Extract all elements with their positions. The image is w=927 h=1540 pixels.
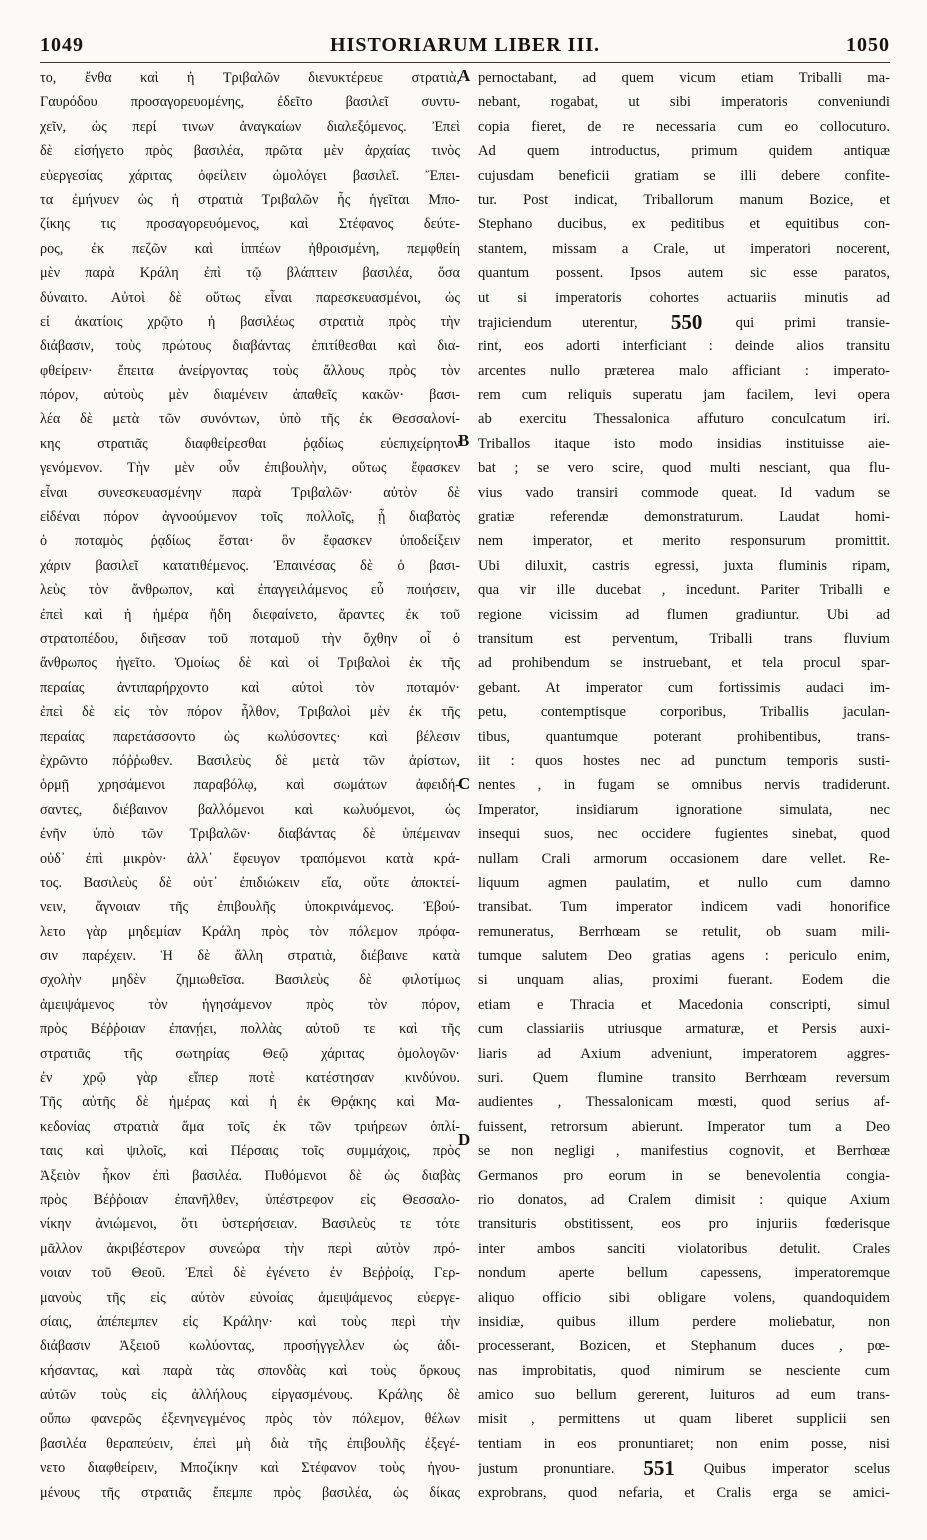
latin-text-line: rem cum reliquis superatu jam facilem, levi opera [478,387,890,404]
greek-text-line: εἰδέναι πόρον ἀγνοούμενον τοῖς πολλοῖς, ᾗ διαβατὸς [40,509,460,526]
greek-text-line: πόρον, αὐτοὺς μὲν διαμένειν ἀπαθεῖς κακῶν· βασι- [40,387,460,404]
latin-text-line: transibat. Tum imperator indicem vadi honorifice [478,899,890,916]
greek-text-line: περαίας ἀντιπαρήρχοντο καὶ αὐτοὶ τὸν ποταμόν· [40,679,460,696]
greek-text-line: ταις καὶ ψιλοῖς, καὶ Πέρσαις τοῖς συμμάχοις, πρὸς [40,1143,460,1160]
latin-text-line: processerant, Bozicen, et Stephanum duces , pœ- [478,1338,890,1355]
latin-text-line: tumque salutem Deo gratias agens : periculo enim, [478,948,890,965]
greek-text-line: πρὸς Βέῤῥοιαν ἐπανῄει, πολλὰς αὐτοῦ τε καὶ τῆς [40,1021,460,1038]
latin-text-line: liaris ad Axium adveniunt, imperatorem aggres- [478,1045,890,1062]
latin-text-line: rint, eos adorti interficiant : deinde alios transitu [478,338,890,355]
latin-text-line: copia fieret, de re necessaria cum eo collocuturo. [478,118,890,135]
latin-text-line: nullam Crali armorum occasionem dare vellet. Re- [478,850,890,867]
greek-text-line: μένους τῆς στρατιᾶς ἔπεμπε πρὸς βασιλέα, ὡς δίκας [40,1484,460,1501]
greek-text-line: πρὸς Βέῤῥοιαν ἐπανῆλθεν, ὑπέστρεφον εἰς Θεσσαλο- [40,1191,460,1208]
latin-text-line: ad prohibendum se instruebant, et tela procul spar- [478,655,890,672]
greek-text-line: τος. Βασιλεὺς δὲ οὐτ᾽ ἐπιδιώκειν εἴα, οὔτε ἀποκτεί- [40,874,460,891]
greek-text-line: γενόμενον. Τὴν μὲν οὖν ἐπιβουλὴν, οὕτως ἔφασκεν [40,460,460,477]
latin-text-line: gratiæ referendæ demonstraturum. Laudat homi- [478,509,890,526]
latin-text-line: nentes , in fugam se omnibus nervis tradiderunt. [478,777,890,794]
latin-text-line: audientes , Thessalonicam mœsti, quod serius af- [478,1094,890,1111]
running-header [40,28,890,63]
latin-text-line: se non negligi , manifestius cognovit, et Berrhœæ [478,1143,890,1160]
greek-text-line: νίκην ἀνιώμενοι, ὅτι ὑστερήσειαν. Βασιλεὺς τε τότε [40,1216,460,1233]
latin-text-line: petu, contemptisque corporibus, Triballis jaculan- [478,704,890,721]
section-marker-c: C [458,774,471,793]
greek-text-line: Γαυρόδου προσαγορευομένης, ἐδεῖτο βασιλεῖ συντυ- [40,94,460,111]
greek-text-line: στρατιᾶς τῆς σωτηρίας Θεῷ χάριτας ὁμολογῶν· [40,1045,460,1062]
greek-text-line: κεδονίας στρατιὰ ἅμα τοῖς ἐκ τῶν τριήρεων ὁπλί- [40,1118,460,1135]
greek-text-line: σίαις, ἀπέπεμπεν εἰς Κράλην· καὶ τοὺς περὶ τὴν [40,1313,460,1330]
greek-text-line: λεὺς τὸν ἄνθρωπον, καὶ ἐπαγγειλάμενος εὖ ποιήσειν, [40,582,460,599]
latin-text-line: Triballos itaque isto modo insidias instituisse aie- [478,435,890,452]
greek-text-line: διάβασιν, τοὺς πρώτους διαβάντας ἐπιτίθεσθαι καὶ δια- [40,338,460,355]
latin-text-line: nas improbitatis, quod nimirum se nesciente cum [478,1362,890,1379]
greek-text-line: χάριν βασιλεῖ κατατιθέμενος. Ἐπαινέσας δὲ ὁ βασι- [40,557,460,574]
section-number: 550 [670,309,703,334]
latin-text-line: Imperator, insidiarum ignoratione simulata, nec [478,801,890,818]
greek-text-line: οὔπω φανερῶς ἐξενηνεγμένος πρὸς τὸν πόλεμον, θέλων [40,1411,460,1428]
latin-text-line: vius vado transiri commode queat. Id vadum se [478,484,890,501]
latin-text-line: inter ambos sanciti violatoribus detulit. Crales [478,1240,890,1257]
latin-text-line: liquum agmen paulatim, et nullo cum damno [478,874,890,891]
latin-text-line: quantum possent. Ipsos autem sic esse paratos, [478,265,890,282]
latin-text-line: amico suo bellum gererent, luituros ad eum trans- [478,1387,890,1404]
greek-text-line: ἐνῆν ὑπὸ τῶν Τριβαλῶν· διαβάντας δὲ ὑπέμειναν [40,826,460,843]
latin-text-line: nondum aperte bellum capessens, imperatoremque [478,1265,890,1282]
greek-text-line: εἶναι συνεσκευασμένην παρὰ Τριβαλῶν· αὐτὸν δὲ [40,484,460,501]
section-marker-b: B [458,431,470,450]
greek-text-line: χεῖν, ὡς περί τινων ἀναγκαίων διαλεξόμενος. Ἐπεὶ [40,118,460,135]
greek-text-line: μᾶλλον ἀκριβέστερον συνεώρα τὴν περὶ αὐτὸν πρό- [40,1240,460,1257]
latin-text-line: fuissent, retrorsum abierunt. Imperator tum a Deo [478,1118,890,1135]
greek-text-line: δὲ εἰσήγετο πρὸς βασιλέα, πρῶτα μὲν ἀρχαίας τινὸς [40,143,460,160]
greek-text-line: το, ἔνθα καὶ ἡ Τριβαλῶν διενυκτέρευε στρατιὰ, [40,70,460,86]
latin-text-line: insidiæ, quibus illum perdere moliebatur, non [478,1313,890,1330]
latin-text-line: si unquam alias, proximi fuerant. Eodem die [478,972,890,989]
greek-text-line: Ἀξειὸν ἧκον ἐπὶ βασιλέα. Πυθόμενοι δὲ ὡς διαβὰς [40,1167,460,1184]
latin-text-line: remuneratus, Berrhœam se retulit, ob suam mili- [478,923,890,940]
greek-text-line: αὐτῶν τοὺς εἰς ἀλλήλους εἰργασμένους. Κράλης δὲ [40,1387,460,1404]
latin-text-line: exprobrans, quod nefaria, et Cralis erga se amici- [478,1484,890,1501]
greek-text-line: εἰ ἀκατίοις χρῷτο ἡ βασιλέως στρατιὰ πρὸς τὴν [40,313,460,330]
greek-text-line: ζίκης τις προσαγορευόμενος, καὶ Στέφανος δεύτε- [40,216,460,233]
latin-text-line: arcentes nullo præterea malo afficiant : imperato- [478,362,890,379]
section-marker-d: D [458,1130,471,1149]
page-number-left: 1049 [40,34,84,56]
greek-text-line: ὁ ποταμὸς ῥᾳδίως ἔσται· ὃν ἔφασκεν ὑποδείξειν [40,533,460,550]
latin-text-line: ut si imperatoris cohortes actuariis minutis ad [478,289,890,306]
greek-text-line: δύναιτο. Αὐτοὶ δὲ οὕτως εἶναι παρεσκευασμένοι, ὡς [40,289,460,306]
greek-text-line: ἐν χρῷ γὰρ εἴπερ ποτὲ κατέστησαν κινδύνου. [40,1070,460,1087]
latin-text-line: Stephano ducibus, ex peditibus et equitibus con- [478,216,890,233]
greek-text-line: ἄνθρωπος ἡγεῖτο. Ὁμοίως δὲ καὶ οἱ Τριβαλοὶ ἐκ τῆς [40,655,460,672]
latin-text-line: qua vir ille ducebat , incedunt. Pariter Triballi e [478,582,890,599]
latin-text-line: insequi suos, nec occidere fugientes sinebat, quod [478,826,890,843]
latin-text-line: nem imperator, et merito responsurum promittit. [478,533,890,550]
greek-text-column [40,66,460,1506]
greek-text-line: οὐδ᾽ ἐπὶ μικρὸν· ἀλλ᾽ ἔφευγον τραπόμενοι κατὰ κρά- [40,850,460,867]
latin-text-line: cujusdam beneficii gratiam se illi debere confite- [478,167,890,184]
latin-text-line: tentiam in eos pronuntiaret; non enim posse, nisi [478,1435,890,1452]
greek-text-line: σιν παρέχειν. Ἡ δὲ ἄλλη στρατιὰ, διέβαινε κατὰ [40,948,460,965]
greek-text-line: τα ἐμήνυεν ὡς ἡ στρατιὰ Τριβαλῶν ἧς ἡγεῖται Μπο- [40,191,460,208]
greek-text-line: εὐεργεσίας χάριτας ὀφείλειν ὡμολόγει βασιλεῖ. Ἔπει- [40,167,460,184]
latin-text-line: trajiciendum uterentur, 550 qui primi transie- [478,309,890,334]
latin-text-line: Ubi diluxit, castris egressi, juxta fluminis ripam, [478,557,890,574]
latin-text-line: transitum est perventum, Triballi trans fluvium [478,630,890,647]
greek-text-line: μανοὺς τῆς εἰς αὐτὸν εὐνοίας ἀμειψάμενος εὐεργε- [40,1289,460,1306]
greek-text-line: ὁρμῇ χρησάμενοι παραβόλῳ, καὶ σωμάτων ἀφειδή- [40,777,460,794]
greek-text-line: φθείρειν· ἔπειτα ἀνείργοντας τοὺς ἄλλους πρὸς τὸν [40,362,460,379]
page-number-right: 1050 [846,34,890,56]
latin-text-line: rio donatos, ad Cralem dimisit : quique Axium [478,1191,890,1208]
latin-text-line: bat ; se vero scire, quod multi nesciant, qua flu- [478,460,890,477]
greek-text-line: λέα δὲ μετὰ τῶν συνόντων, ὑπὸ τῆς ἐκ Θεσσαλονί- [40,411,460,428]
latin-text-line: ab exercitu Thessalonica affuturo conculcatum iri. [478,411,890,428]
greek-text-line: περαίας παρετάσσοντο ὡς κωλύσοντες· καὶ βέλεσιν [40,728,460,745]
latin-text-line: transituris obstitissent, eos pro injuriis fœderisque [478,1216,890,1233]
greek-text-line: Τῆς αὐτῆς δὲ ἡμέρας καὶ ἡ ἐκ Θρᾴκης καὶ Μα- [40,1094,460,1111]
greek-text-line: μὲν παρὰ Κράλη ἐπὶ τῷ βλάπτειν βασιλέα, ὅσα [40,265,460,282]
greek-text-line: στρατοπέδου, διῆεσαν τοῦ ποταμοῦ τὴν ὄχθην οἷ ὁ [40,630,460,647]
latin-text-line: iit : quos hostes nec ad punctum temporis susti- [478,752,890,769]
greek-text-line: βασιλέα θεραπεύειν, ἐπεὶ μὴ διὰ τῆς ἐπιβουλῆς ἐξεγέ- [40,1435,460,1452]
latin-text-line: misit , permittens ut quam liberet supplicii sen [478,1411,890,1428]
latin-text-line: suri. Quem flumine transito Berrhœam reversum [478,1070,890,1087]
latin-text-line: etiam e Thracia et Macedonia conscripti, simul [478,996,890,1013]
latin-text-line: tibus, quantumque poterant prohibentibus, trans- [478,728,890,745]
greek-text-line: ἐπεὶ δὲ εἰς τὸν πόρον ἦλθον, Τριβαλοὶ μὲν ἐκ τῆς [40,704,460,721]
latin-text-line: stantem, missam a Crale, ut imperatori nocerent, [478,240,890,257]
latin-text-line: gebant. At imperator cum fortissimis audaci im- [478,679,890,696]
greek-text-line: σαντες, διέβαινον βαλλόμενοι καὶ κωλυόμενοι, ὡς [40,801,460,818]
greek-text-line: κης στρατιᾶς διαφθείρεσθαι ῥᾳδίως εὐεπιχείρητον [40,435,460,452]
latin-text-line: cum classiariis utriusque armaturæ, et Persis auxi- [478,1021,890,1038]
greek-text-line: λετο γὰρ μηδεμίαν Κράλη πρὸς τὸν πόλεμον πρόφα- [40,923,460,940]
greek-text-line: νοιαν τοῦ Θεοῦ. Ἐπεὶ δὲ ἐγένετο ἐν Βεῤῥοίᾳ, Γερ- [40,1265,460,1282]
latin-text-line: tur. Post indicat, Triballorum manum Bozice, et [478,191,890,208]
latin-text-line: nebant, rogabat, ut sibi imperatoris conveniundi [478,94,890,111]
greek-text-line: κήσαντας, καὶ παρὰ τὰς σπονδὰς καὶ τοὺς ὅρκους [40,1362,460,1379]
greek-text-line: ρος, ἐκ πεζῶν καὶ ἱππέων ἠθροισμένη, πεμφθείη [40,240,460,257]
latin-text-line: regione vicissim ad flumen gradiuntur. Ubi ad [478,606,890,623]
greek-text-line: ἐχρῶντο πόῤῥωθεν. Βασιλεὺς δὲ μετὰ τῶν ἀρίστων, [40,752,460,769]
section-number: 551 [643,1456,675,1481]
latin-text-line: Germanos pro eorum in se benevolentia congia- [478,1167,890,1184]
greek-text-line: σχολὴν μηδὲν ζημιωθεῖσα. Βασιλεὺς δὲ φιλοτίμως [40,972,460,989]
latin-text-line: justum pronuntiare. 551 Quibus imperator scelus [478,1456,890,1481]
section-marker-a: A [458,66,471,85]
latin-text-line: Ad quem introductus, primum quidem antiquæ [478,143,890,160]
running-title: HISTORIARUM LIBER III. [329,34,601,56]
latin-text-line: aliquo officio sibi obligare volens, quandoquidem [478,1289,890,1306]
latin-text-line: pernoctabant, ad quem vicum etiam Triballi ma- [478,70,890,86]
latin-text-column [478,66,890,1506]
greek-text-line: διάβασιν Ἀξειοῦ κωλύοντας, προσήγγελλεν ὡς ἀδι- [40,1338,460,1355]
greek-text-line: ἀμειψάμενος τὸν ἡγησάμενον πρὸς τὸν πόρον, [40,996,460,1013]
greek-text-line: νετο διαφθείρειν, Μποζίκην καὶ Στέφανον τοὺς ἡγου- [40,1460,460,1477]
greek-text-line: νειν, ἄγνοιαν τῆς ἐπιβουλῆς ὑποκρινάμενος. Ἐβού- [40,899,460,916]
greek-text-line: ἐπεὶ καὶ ἡ ἡμέρα ἤδη διεφαίνετο, ἄραντες ἐκ τοῦ [40,606,460,623]
